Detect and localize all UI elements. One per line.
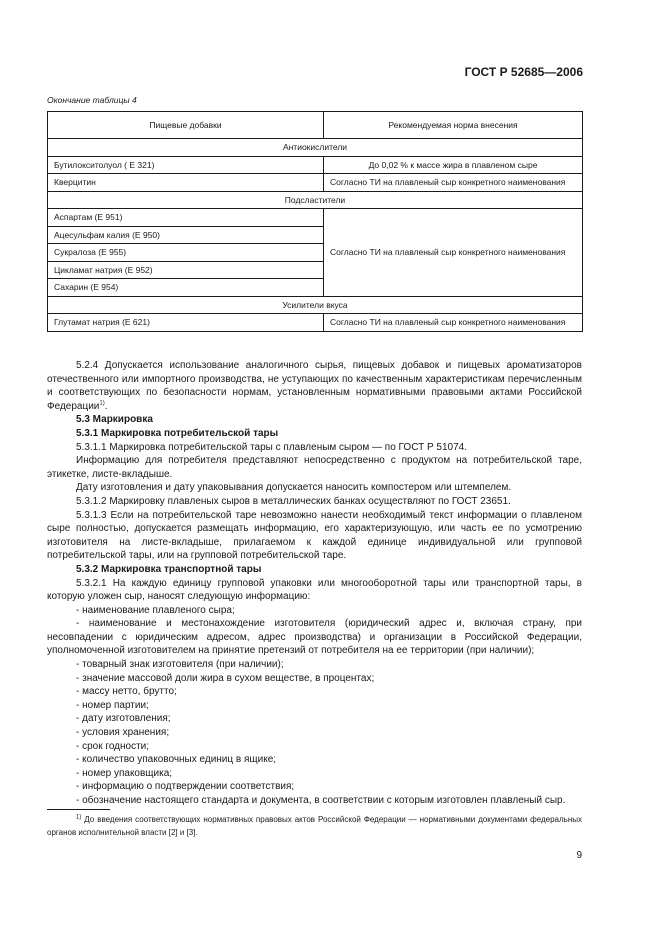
footnote-text: До введения соответствующих нормативных правовых актов Российской Федерации — нормативными документами федеральных органов исполнительной власти [2] и [3]. bbox=[47, 815, 582, 837]
document-body bbox=[47, 359, 582, 808]
heading-5-3-2: 5.3.2 Маркировка транспортной тары bbox=[76, 563, 262, 575]
paragraph-consumer-info: Информацию для потребителя представляют непосредственно с продуктом на потребительской таре, этикетке, листе-вкладыше. bbox=[47, 455, 582, 480]
table-header-row bbox=[48, 112, 583, 139]
section-row bbox=[48, 139, 583, 157]
table-row bbox=[48, 209, 583, 227]
paragraph-text: 5.2.4 Допускается использование аналогичного сырья, пищевых добавок и пищевых ароматизаторов отечественного или импортного производства, не уступающих по качественным характеристикам перечисленным и соответствующих по безопасности нормам, установленным нормативными правовыми актами Российской Федерации bbox=[47, 360, 582, 412]
list-item: - товарный знак изготовителя (при наличии); bbox=[76, 659, 284, 671]
list-item: - наименование плавленого сыра; bbox=[76, 604, 235, 616]
footnote-reference: 1) bbox=[99, 400, 105, 407]
paragraph-date-marking: Дату изготовления и дату упаковывания допускается наносить компостером или штемпелем. bbox=[76, 482, 512, 494]
paragraph-5-3-1-3: 5.3.1.3 Если на потребительской таре невозможно нанести необходимый текст информации о плавленом сыре полностью, допускается размещать информацию, его характеризующую, или часть ее по усмотрению изготовителя на листе-вкладыше, прилагаемом к каждой единице индивидуальной или групповой потребительской тары, или на групповой потребительской таре. bbox=[47, 509, 582, 562]
additives-table bbox=[47, 111, 583, 332]
additive-name: Кверцитин bbox=[48, 174, 324, 192]
table-row bbox=[48, 314, 583, 332]
page-number: 9 bbox=[576, 850, 582, 861]
list-item: - значение массовой доли жира в сухом веществе, в процентах; bbox=[76, 672, 375, 684]
list-item: - номер упаковщика; bbox=[76, 767, 173, 779]
paragraph-5-3-1-2: 5.3.1.2 Маркировку плавленых сыров в металлических банках осуществляют по ГОСТ 23651. bbox=[76, 495, 511, 507]
list-item: - обозначение настоящего стандарта и документа, в соответствии с которым изготовлен плавленый сыр. bbox=[76, 795, 566, 806]
list-item: - наименование и местонахождение изготовителя (юридический адрес и, включая страну, при несовпадении с юридическим адресом, адрес производства) и организации в Российской Федерации, уполномоченной изготовителем на принятие претензий от потребителя на ее территории (при наличии); bbox=[47, 618, 582, 657]
paragraph-5-3-1-1: 5.3.1.1 Маркировка потребительской тары с плавленым сыром — по ГОСТ Р 51074. bbox=[76, 441, 468, 453]
document-id: ГОСТ Р 52685—2006 bbox=[464, 65, 583, 79]
section-flavor-enhancers: Усилители вкуса bbox=[48, 296, 583, 314]
additive-name: Сукралоза (Е 955) bbox=[48, 244, 324, 262]
footnote bbox=[47, 813, 582, 839]
table-row bbox=[48, 174, 583, 192]
list-item: - количество упаковочных единиц в ящике; bbox=[76, 754, 277, 766]
additive-norm: До 0,02 % к массе жира в плавленом сыре bbox=[324, 156, 583, 174]
additive-norm: Согласно ТИ на плавленый сыр конкретного наименования bbox=[324, 174, 583, 192]
list-item: - информацию о подтверждении соответствия; bbox=[76, 781, 295, 793]
additive-norm: Согласно ТИ на плавленый сыр конкретного наименования bbox=[324, 314, 583, 332]
section-row bbox=[48, 296, 583, 314]
additive-norm: Согласно ТИ на плавленый сыр конкретного наименования bbox=[324, 209, 583, 297]
table-caption: Окончание таблицы 4 bbox=[47, 95, 137, 105]
column-header-additives: Пищевые добавки bbox=[48, 112, 324, 139]
additive-name: Ацесульфам калия (Е 950) bbox=[48, 226, 324, 244]
section-row bbox=[48, 191, 583, 209]
heading-5-3-1: 5.3.1 Маркировка потребительской тары bbox=[76, 427, 279, 439]
additive-name: Сахарин (Е 954) bbox=[48, 279, 324, 297]
list-item: - массу нетто, брутто; bbox=[76, 686, 177, 698]
list-item: - номер партии; bbox=[76, 699, 149, 711]
list-item: - дату изготовления; bbox=[76, 713, 171, 725]
additive-name: Глутамат натрия (Е 621) bbox=[48, 314, 324, 332]
heading-5-3: 5.3 Маркировка bbox=[76, 414, 153, 426]
additive-name: Цикламат натрия (Е 952) bbox=[48, 261, 324, 279]
table-row bbox=[48, 156, 583, 174]
section-antioxidants: Антиокислители bbox=[48, 139, 583, 157]
list-item: - срок годности; bbox=[76, 740, 150, 752]
paragraph-5-3-2-1: 5.3.2.1 На каждую единицу групповой упаковки или многооборотной тары или транспортной тары, в которую уложен сыр, наносят следующую информацию: bbox=[47, 577, 582, 603]
paragraph-5-2-4 bbox=[47, 359, 582, 413]
additive-name: Аспартам (Е 951) bbox=[48, 209, 324, 227]
section-sweeteners: Подсластители bbox=[48, 191, 583, 209]
list-item: - условия хранения; bbox=[76, 727, 170, 739]
column-header-norm: Рекомендуемая норма внесения bbox=[324, 112, 583, 139]
additive-name: Бутилокситолуол ( Е 321) bbox=[48, 156, 324, 174]
footnote-separator bbox=[47, 809, 110, 810]
paragraph-end: . bbox=[104, 400, 108, 412]
footnote-mark: 1) bbox=[76, 814, 82, 821]
